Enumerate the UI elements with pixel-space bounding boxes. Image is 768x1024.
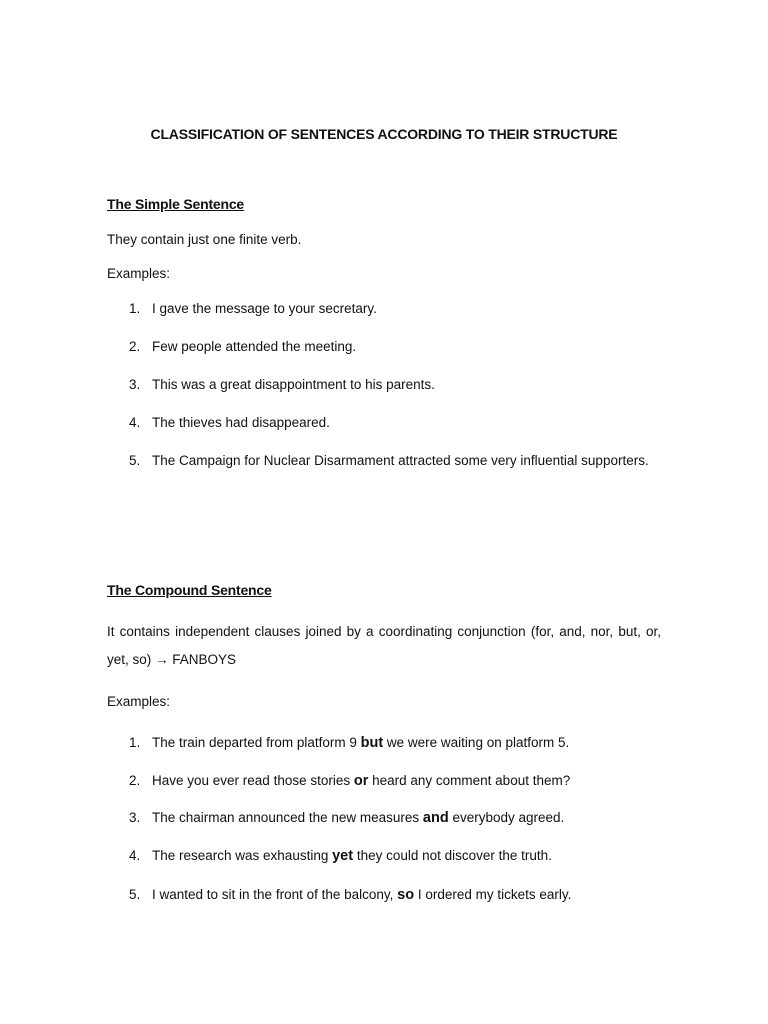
list-item-text: The thieves had disappeared. xyxy=(152,415,330,430)
conjunction: but xyxy=(360,735,384,751)
list-item-number: 4. xyxy=(129,848,141,863)
list-item-number: 5. xyxy=(129,453,141,468)
list-item-number: 2. xyxy=(129,773,141,788)
list-item-text: The chairman announced the new measures and everybody agreed. xyxy=(152,810,565,826)
simple-sentence-intro: They contain just one finite verb. xyxy=(107,232,302,247)
compound-examples-label: Examples: xyxy=(107,694,171,709)
list-item-text: I gave the message to your secretary. xyxy=(152,301,377,316)
list-item-text: The train departed from platform 9 but we were waiting on platform 5. xyxy=(152,735,570,751)
page-title: CLASSIFICATION OF SENTENCES ACCORDING TO THEIR STRUCTURE xyxy=(150,126,618,142)
compound-sentence-intro: It contains independent clauses joined by a coordinating conjunction (for, and, nor, but, or, yet, so) → FANBOYS xyxy=(107,624,661,667)
list-item-number: 1. xyxy=(129,735,141,750)
list-item-number: 3. xyxy=(129,377,141,392)
conjunction: yet xyxy=(332,848,354,864)
conjunction: and xyxy=(422,810,449,826)
simple-sentence-heading: The Simple Sentence xyxy=(107,196,245,212)
list-item-number: 4. xyxy=(129,415,141,430)
list-item-text: The research was exhausting yet they could not discover the truth. xyxy=(152,848,552,864)
list-item-number: 3. xyxy=(129,810,141,825)
conjunction: so xyxy=(397,887,415,903)
list-item-text: The Campaign for Nuclear Disarmament attracted some very influential supporters. xyxy=(152,453,649,468)
list-item-text: Few people attended the meeting. xyxy=(152,339,357,354)
list-item-number: 2. xyxy=(129,339,141,354)
list-item-number: 5. xyxy=(129,887,141,902)
conjunction: or xyxy=(353,773,369,789)
simple-examples-label: Examples: xyxy=(107,266,171,281)
list-item-text: This was a great disappointment to his parents. xyxy=(152,377,435,392)
list-item-text: Have you ever read those stories or heard any comment about them? xyxy=(152,773,571,789)
list-item-text: I wanted to sit in the front of the balcony, so I ordered my tickets early. xyxy=(152,887,572,903)
list-item-number: 1. xyxy=(129,301,141,316)
compound-sentence-heading: The Compound Sentence xyxy=(107,582,272,598)
